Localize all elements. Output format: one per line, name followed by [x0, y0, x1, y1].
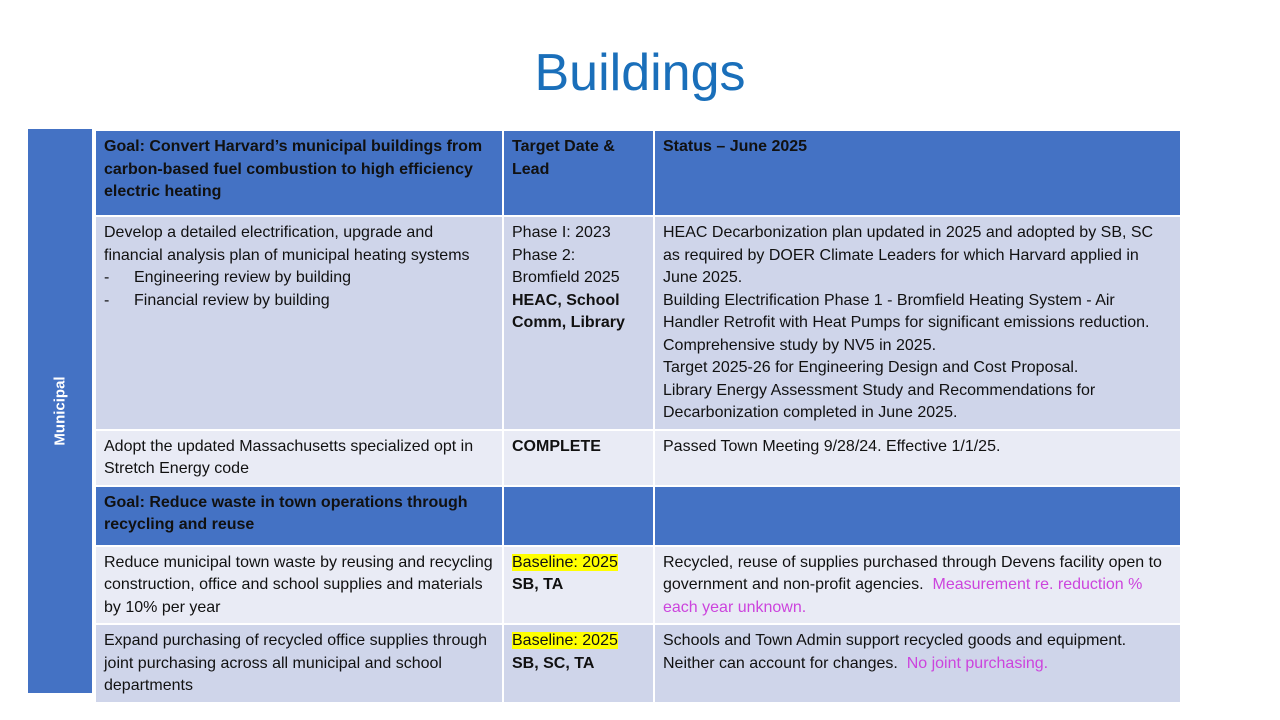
table-row — [95, 624, 1181, 703]
status-text: Recycled, reuse of supplies purchased through Devens facility open to government and non-profit agencies. — [663, 553, 1162, 593]
goal-header-row — [95, 130, 1181, 216]
page-title: Buildings — [534, 44, 746, 102]
target-cell — [503, 546, 654, 625]
status-line: Target 2025-26 for Engineering Design and Cost Proposal. — [663, 359, 1079, 376]
bullet-list — [104, 267, 494, 312]
status-line: Library Energy Assessment Study and Recommendations for Decarbonization completed in June 2025. — [663, 381, 1096, 421]
status-note: Measurement re. reduction % each year unknown. — [663, 576, 1143, 616]
status-line: HEAC Decarbonization plan updated in 2025 and adopted by SB, SC as required by DOER Climate Leaders for which Harvard applied in June 2025. — [663, 224, 1154, 286]
target-line: Phase I: 2023 — [512, 224, 611, 241]
status-line: Building Electrification Phase 1 - Bromfield Heating System - Air Handler Retrofit with Heat Pumps for significant emissions reduction. Comprehensive study by NV5 in 2025. — [663, 291, 1150, 354]
list-item: - Financial review by building — [104, 290, 494, 313]
target-cell — [503, 216, 654, 430]
baseline-highlight: Baseline: 2025 — [512, 632, 618, 649]
target-line: Phase 2: Bromfield 2025 — [512, 246, 620, 286]
status-cell — [654, 624, 1181, 703]
status-cell: Passed Town Meeting 9/28/24. Effective 1/1/25. — [654, 430, 1181, 486]
goal-cell: Goal: Reduce waste in town operations through recycling and reuse — [95, 486, 503, 546]
status-header — [654, 486, 1181, 546]
list-item: - Engineering review by building — [104, 267, 494, 290]
action-cell — [95, 216, 503, 430]
target-cell: COMPLETE — [503, 430, 654, 486]
table-row — [95, 430, 1181, 486]
section-label: Municipal — [51, 376, 69, 446]
action-cell: Reduce municipal town waste by reusing and recycling construction, office and school supplies and materials by 10% per year — [95, 546, 503, 625]
action-cell: Expand purchasing of recycled office supplies through joint purchasing across all municipal and school departments — [95, 624, 503, 703]
target-cell — [503, 624, 654, 703]
goals-table — [94, 129, 1182, 704]
lead-text: HEAC, School Comm, Library — [512, 291, 625, 331]
status-cell — [654, 216, 1181, 430]
baseline-highlight: Baseline: 2025 — [512, 553, 618, 571]
target-header — [503, 486, 654, 546]
action-cell: Adopt the updated Massachusetts specialized opt in Stretch Energy code — [95, 430, 503, 486]
status-text: Schools and Town Admin support recycled goods and equipment. Neither can account for changes. — [663, 632, 1127, 672]
status-cell — [654, 546, 1181, 625]
status-note: No joint purchasing. — [906, 654, 1049, 672]
goal-header-row — [95, 486, 1181, 546]
table-row — [95, 546, 1181, 625]
lead-text: SB, SC, TA — [512, 654, 595, 672]
goal-cell: Goal: Convert Harvard’s municipal buildings from carbon-based fuel combustion to high efficiency electric heating — [95, 130, 503, 216]
target-header: Target Date & Lead — [503, 130, 654, 216]
status-header: Status – June 2025 — [654, 130, 1181, 216]
action-text: Develop a detailed electrification, upgrade and financial analysis plan of municipal heating systems — [104, 224, 470, 264]
table-row — [95, 216, 1181, 430]
lead-text: SB, TA — [512, 576, 564, 593]
